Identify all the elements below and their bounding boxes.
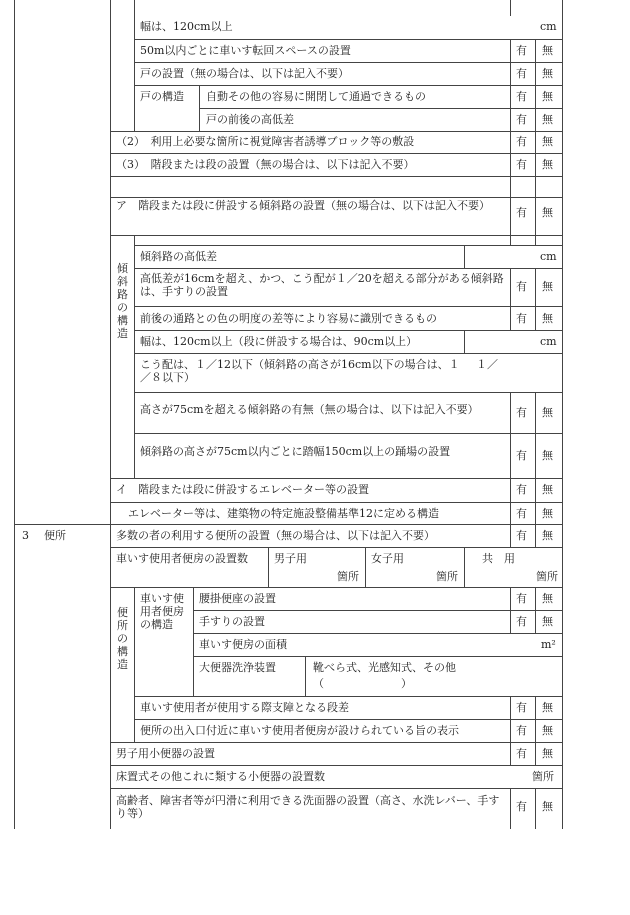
no-option[interactable]: 無: [542, 406, 553, 419]
row-ramp-handrail-label: 高低差が16cmを超え、かつ、こう配が１／20を超える部分がある傾斜路は、手すりの設置: [140, 272, 504, 298]
row-line: [110, 176, 562, 177]
yes-option[interactable]: 有: [516, 449, 527, 462]
column-line: [535, 268, 536, 330]
row-line: [193, 610, 562, 611]
row-line: [110, 197, 562, 198]
no-option[interactable]: 無: [542, 747, 553, 760]
row-obstacle-label: 車いす使用者が使用する際支障となる段差: [140, 701, 349, 714]
row-stairs-label: （3） 階段または段の設置（無の場合は、以下は記入不要）: [116, 158, 415, 171]
unit-cm: cm: [540, 20, 557, 33]
no-option[interactable]: 無: [542, 449, 553, 462]
row-line: [110, 742, 562, 743]
no-option[interactable]: 無: [542, 724, 553, 737]
row-door-label: 戸の設置（無の場合は、以下は記入不要）: [140, 67, 349, 80]
yes-option[interactable]: 有: [516, 280, 527, 293]
yes-option[interactable]: 有: [516, 406, 527, 419]
row-floor-urinal-label: 床置式その他これに類する小便器の設置数: [116, 770, 325, 783]
column-line: [510, 39, 511, 245]
row-slope-label: こう配は、１／12以下（傾斜路の高さが16cm以下の場合は、１／８以下）: [140, 358, 460, 384]
column-line: [535, 788, 536, 829]
row-line: [193, 656, 562, 657]
column-line: [193, 587, 194, 696]
column-line: [535, 696, 536, 765]
slope-fraction-input[interactable]: １／: [476, 358, 498, 371]
row-line: [199, 108, 562, 109]
column-line: [510, 696, 511, 765]
yes-option[interactable]: 有: [516, 724, 527, 737]
row-line: [134, 39, 562, 40]
female-label: 女子用: [371, 552, 404, 565]
row-line: [14, 524, 562, 525]
yes-option[interactable]: 有: [516, 135, 527, 148]
column-line: [134, 587, 135, 742]
yes-option[interactable]: 有: [516, 701, 527, 714]
column-line: [510, 587, 511, 633]
row-turn-space-label: 50m以内ごとに車いす転回スペースの設置: [140, 44, 351, 57]
column-line: [535, 39, 536, 245]
yes-option[interactable]: 有: [516, 483, 527, 496]
row-line: [134, 268, 562, 269]
no-option[interactable]: 無: [542, 90, 553, 103]
column-line: [464, 245, 465, 268]
row-line: [134, 306, 562, 307]
row-line: [134, 696, 562, 697]
column-line: [510, 392, 511, 547]
row-line: [110, 765, 562, 766]
row-multi-toilet-label: 多数の者の利用する便所の設置（無の場合は、以下は記入不要）: [116, 529, 435, 542]
row-line: [110, 587, 562, 588]
unit-cm: cm: [540, 335, 557, 348]
yes-option[interactable]: 有: [516, 113, 527, 126]
row-line: [193, 633, 562, 634]
yes-option[interactable]: 有: [516, 800, 527, 813]
row-flush-label: 大便器洗浄装置: [199, 661, 276, 674]
column-line: [110, 0, 111, 829]
no-option[interactable]: 無: [542, 800, 553, 813]
female-count-unit: 箇所: [436, 570, 458, 583]
no-option[interactable]: 無: [542, 113, 553, 126]
unit-m2: m²: [541, 638, 556, 651]
flush-other-input[interactable]: （ ）: [313, 677, 412, 690]
yes-option[interactable]: 有: [516, 206, 527, 219]
row-line: [134, 62, 562, 63]
male-count-unit: 箇所: [337, 570, 359, 583]
row-elevator-standard-label: エレベーター等は、建築物の特定施設整備基準12に定める構造: [128, 507, 439, 520]
row-line: [134, 353, 562, 354]
no-option[interactable]: 無: [542, 280, 553, 293]
row-line: [110, 547, 562, 548]
row-sign-label: 便所の出入口付近に車いす使用者便房が設けられている旨の表示: [140, 724, 459, 737]
yes-option[interactable]: 有: [516, 158, 527, 171]
shared-label: 共 用: [482, 552, 515, 565]
row-braille-block-label: （2） 利用上必要な箇所に視覚障害者誘導ブロック等の敷設: [116, 135, 415, 148]
row-ramp-height-label: 傾斜路の高低差: [140, 250, 217, 263]
row-auto-door-label: 自動その他の容易に開閉して通過できるもの: [206, 90, 426, 103]
yes-option[interactable]: 有: [516, 529, 527, 542]
row-line: [134, 330, 562, 331]
row-line: [110, 478, 562, 479]
no-option[interactable]: 無: [542, 529, 553, 542]
row-line: [110, 502, 562, 503]
no-option[interactable]: 無: [542, 592, 553, 605]
row-line: [110, 153, 562, 154]
ramp-structure-label: 傾斜路の構造: [117, 262, 128, 340]
row-urinal-label: 男子用小便器の設置: [116, 747, 215, 760]
shared-count-unit: 箇所: [536, 570, 558, 583]
row-width-label: 幅は、120cm以上: [140, 20, 233, 33]
yes-option[interactable]: 有: [516, 507, 527, 520]
no-option[interactable]: 無: [542, 615, 553, 628]
door-structure-label: 戸の構造: [140, 90, 184, 103]
row-landing-label: 傾斜路の高さが75cm以内ごとに踏幅150cm以上の踊場の設置: [140, 445, 451, 458]
no-option[interactable]: 無: [542, 312, 553, 325]
row-line: [110, 788, 562, 789]
no-option[interactable]: 無: [542, 483, 553, 496]
column-line: [134, 235, 135, 478]
yes-option[interactable]: 有: [516, 44, 527, 57]
row-ramp-label: ア 階段または段に併設する傾斜路の設置（無の場合は、以下は記入不要）: [116, 199, 490, 212]
column-line: [535, 392, 536, 547]
section-title: 便所: [44, 529, 66, 542]
row-booth-count-label: 車いす使用者便房の設置数: [116, 552, 248, 565]
unit-cm: cm: [540, 250, 557, 263]
column-line: [535, 587, 536, 633]
column-line: [464, 330, 465, 353]
row-line: [134, 245, 562, 246]
row-line: [134, 392, 562, 393]
no-option[interactable]: 無: [542, 44, 553, 57]
row-handrail-label: 手すりの設置: [199, 615, 265, 628]
column-line: [305, 656, 306, 696]
no-option[interactable]: 無: [542, 507, 553, 520]
row-line: [110, 235, 562, 236]
row-basin-label: 高齢者、障害者等が円滑に利用できる洗面器の設置（高さ、水洗レバー、手すり等）: [116, 794, 500, 820]
no-option[interactable]: 無: [542, 67, 553, 80]
column-line: [510, 0, 511, 16]
yes-option[interactable]: 有: [516, 592, 527, 605]
no-option[interactable]: 無: [542, 701, 553, 714]
row-line: [134, 719, 562, 720]
row-door-step-label: 戸の前後の高低差: [206, 113, 294, 126]
column-line: [199, 85, 200, 131]
yes-option[interactable]: 有: [516, 90, 527, 103]
toilet-structure-label: 便所の構造: [117, 606, 128, 671]
row-contrast-label: 前後の通路との色の明度の差等により容易に識別できるもの: [140, 312, 437, 325]
yes-option[interactable]: 有: [516, 312, 527, 325]
row-ramp-width-label: 幅は、120cm以上（段に併設する場合は、90cm以上）: [140, 335, 418, 348]
no-option[interactable]: 無: [542, 158, 553, 171]
column-line: [134, 0, 135, 131]
yes-option[interactable]: 有: [516, 747, 527, 760]
booth-structure-label: 車いす使用者便房の構造: [140, 592, 184, 631]
row-over75-label: 高さが75cmを超える傾斜路の有無（無の場合は、以下は記入不要）: [140, 403, 479, 416]
row-line: [110, 131, 562, 132]
column-line: [510, 268, 511, 330]
row-elevator-label: イ 階段または段に併設するエレベーター等の設置: [116, 483, 369, 496]
no-option[interactable]: 無: [542, 135, 553, 148]
column-line: [562, 0, 563, 829]
column-line: [14, 0, 15, 829]
no-option[interactable]: 無: [542, 206, 553, 219]
column-line: [510, 788, 511, 829]
yes-option[interactable]: 有: [516, 67, 527, 80]
unit-kasho: 箇所: [532, 770, 554, 783]
section-number: 3: [22, 529, 29, 542]
male-label: 男子用: [274, 552, 307, 565]
flush-options[interactable]: 靴べら式、光感知式、その他: [313, 661, 456, 674]
yes-option[interactable]: 有: [516, 615, 527, 628]
row-booth-area-label: 車いす便房の面積: [199, 638, 287, 651]
row-seat-label: 腰掛便座の設置: [199, 592, 276, 605]
row-line: [134, 433, 562, 434]
